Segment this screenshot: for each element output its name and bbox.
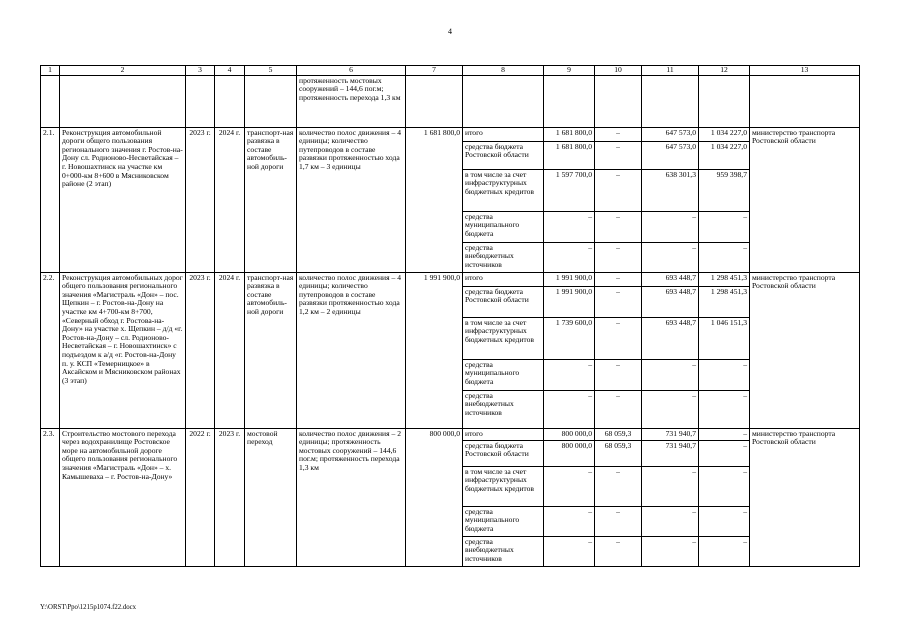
amount-cell: 1 034 227,0 [699, 141, 750, 169]
executor-cell: министерство транспорта Ростовской области [750, 127, 860, 272]
amount-cell: – [699, 211, 750, 242]
amount-cell: – [595, 242, 642, 272]
end-year-cell: 2023 г. [215, 428, 245, 566]
funding-source-cell: итого [463, 272, 544, 286]
column-number: 4 [215, 66, 245, 76]
column-number: 3 [186, 66, 215, 76]
amount-cell: – [544, 466, 595, 506]
funding-source-cell: в том числе за счет инфраструктурных бюджетных кредитов [463, 317, 544, 359]
executor-cell: министерство транспорта Ростовской области [750, 428, 860, 566]
amount-cell: – [699, 536, 750, 566]
amount-cell: – [642, 466, 699, 506]
capacity-cell: количество полос движения – 2 единицы; протяженность мостовых сооружений – 144,6 пог.м; протяженность перехода 1,3 км [297, 428, 406, 566]
funding-source-cell: итого [463, 428, 544, 440]
amount-cell: – [699, 506, 750, 536]
amount-cell: – [544, 390, 595, 428]
amount-cell: – [544, 536, 595, 566]
amount-cell: 1 298 451,3 [699, 286, 750, 317]
column-number: 6 [297, 66, 406, 76]
table-row [41, 127, 860, 141]
amount-cell: – [544, 242, 595, 272]
amount-cell: 1 739 600,0 [544, 317, 595, 359]
amount-cell: 959 398,7 [699, 169, 750, 211]
amount-cell: 693 448,7 [642, 317, 699, 359]
table-row [41, 272, 860, 286]
column-number: 13 [750, 66, 860, 76]
funding-source-cell: в том числе за счет инфраструктурных бюджетных кредитов [463, 169, 544, 211]
capacity-cell: количество полос движения – 4 единицы; количество путепроводов в составе развязки протяженностью хода 1,7 км – 3 единицы [297, 127, 406, 272]
amount-cell: – [699, 466, 750, 506]
amount-cell: 731 940,7 [642, 440, 699, 466]
start-year-cell: 2023 г. [186, 272, 215, 428]
object-type-cell: транспорт-ная развязка в составе автомобиль-ной дороги [245, 127, 297, 272]
project-number-cell: 2.2. [41, 272, 60, 428]
project-name-cell: Строительство мостового перехода через водохранилище Ростовское море на автомобильной дороге общего пользования регионального значения «Магистраль «Дон» – х. Камышеваха – г. Ростов-на-Дону» [60, 428, 186, 566]
total-cost-cell: 800 000,0 [406, 428, 463, 566]
amount-cell: 1 681 800,0 [544, 141, 595, 169]
amount-cell: – [595, 536, 642, 566]
amount-cell: – [699, 359, 750, 390]
amount-cell: 647 573,0 [642, 127, 699, 141]
amount-cell: 638 301,3 [642, 169, 699, 211]
object-type-cell: мостовой переход [245, 428, 297, 566]
column-number: 11 [642, 66, 699, 76]
amount-cell: – [595, 286, 642, 317]
program-table [40, 65, 860, 567]
funding-source-cell: средства бюджета Ростовской области [463, 141, 544, 169]
amount-cell: 731 940,7 [642, 428, 699, 440]
object-type-cell: транспорт-ная развязка в составе автомобиль-ной дороги [245, 272, 297, 428]
amount-cell: – [642, 536, 699, 566]
amount-cell: 1 298 451,3 [699, 272, 750, 286]
amount-cell: 647 573,0 [642, 141, 699, 169]
amount-cell: 1 991 900,0 [544, 272, 595, 286]
column-number: 9 [544, 66, 595, 76]
amount-cell: 800 000,0 [544, 440, 595, 466]
amount-cell: 1 991 900,0 [544, 286, 595, 317]
column-number-row [41, 66, 860, 76]
amount-cell: 693 448,7 [642, 272, 699, 286]
amount-cell: 1 034 227,0 [699, 127, 750, 141]
amount-cell: – [595, 169, 642, 211]
total-cost-cell: 1 991 900,0 [406, 272, 463, 428]
amount-cell: – [595, 272, 642, 286]
funding-source-cell: в том числе за счет инфраструктурных бюджетных кредитов [463, 466, 544, 506]
amount-cell: – [642, 359, 699, 390]
project-name-cell: Реконструкция автомобильных дорог общего пользования регионального значения «Магистраль «Дон» – пос. Щепкин – г. Ростов-на-Дону на участке км 4+700-км 8+700, «Северный обход г. Ростова-на-Дону» на участке х. Щепкин – д/д «г. Ростов-на-Дону – сл. Родионово-Несветайская – г. Новошахтинск» с подъездом к а/д «г. Ростов-на-Дону п. у. КСП «Темерницкое» в Аксайском и Мясниковском районах (3 этап) [60, 272, 186, 428]
amount-cell: – [642, 390, 699, 428]
amount-cell: – [544, 359, 595, 390]
amount-cell: 1 046 151,3 [699, 317, 750, 359]
table-row [41, 428, 860, 440]
amount-cell: – [595, 506, 642, 536]
amount-cell: – [544, 506, 595, 536]
amount-cell: – [595, 390, 642, 428]
funding-source-cell: средства бюджета Ростовской области [463, 440, 544, 466]
amount-cell: – [642, 211, 699, 242]
amount-cell: 68 059,3 [595, 440, 642, 466]
amount-cell: – [642, 242, 699, 272]
column-number: 1 [41, 66, 60, 76]
amount-cell: – [699, 242, 750, 272]
capacity-cell: количество полос движения – 4 единицы; количество путепроводов в составе развязки протяженностью хода 1,2 км – 2 единицы [297, 272, 406, 428]
amount-cell: – [595, 141, 642, 169]
column-number: 12 [699, 66, 750, 76]
page-number: 4 [448, 27, 452, 36]
funding-source-cell: средства бюджета Ростовской области [463, 286, 544, 317]
start-year-cell: 2023 г. [186, 127, 215, 272]
amount-cell: – [699, 390, 750, 428]
funding-source-cell: средства муниципального бюджета [463, 359, 544, 390]
project-name-cell: Реконструкция автомобильной дороги общего пользования регионального значения г. Ростов-на-Дону сл. Родионово-Несветайская – г. Новошахтинск на участке км 0+000-км 8+600 в Мясниковском районе (2 этап) [60, 127, 186, 272]
amount-cell: – [642, 506, 699, 536]
amount-cell: – [699, 428, 750, 440]
project-number-cell: 2.1. [41, 127, 60, 272]
funding-source-cell: средства внебюджетных источников [463, 536, 544, 566]
funding-source-cell: средства муниципального бюджета [463, 506, 544, 536]
column-number: 7 [406, 66, 463, 76]
amount-cell: – [595, 127, 642, 141]
column-number: 2 [60, 66, 186, 76]
amount-cell: 693 448,7 [642, 286, 699, 317]
continuation-capacity-cell: протяженность мостовых сооружений – 144,6 пог.м; протяженность перехода 1,3 км [297, 75, 406, 127]
amount-cell: 800 000,0 [544, 428, 595, 440]
amount-cell: – [699, 440, 750, 466]
amount-cell: – [595, 466, 642, 506]
start-year-cell: 2022 г. [186, 428, 215, 566]
column-number: 8 [463, 66, 544, 76]
total-cost-cell: 1 681 800,0 [406, 127, 463, 272]
continuation-row [41, 75, 860, 127]
column-number: 5 [245, 66, 297, 76]
executor-cell: министерство транспорта Ростовской области [750, 272, 860, 428]
column-number: 10 [595, 66, 642, 76]
funding-source-cell: средства внебюджетных источников [463, 242, 544, 272]
amount-cell: 1 597 700,0 [544, 169, 595, 211]
amount-cell: 1 681 800,0 [544, 127, 595, 141]
amount-cell: – [595, 317, 642, 359]
funding-source-cell: итого [463, 127, 544, 141]
amount-cell: 68 059,3 [595, 428, 642, 440]
amount-cell: – [595, 211, 642, 242]
funding-source-cell: средства внебюджетных источников [463, 390, 544, 428]
file-path-footer: Y:\ORST\Ppo\1215p1074.f22.docx [40, 604, 137, 611]
funding-source-cell: средства муниципального бюджета [463, 211, 544, 242]
end-year-cell: 2024 г. [215, 272, 245, 428]
project-number-cell: 2.3. [41, 428, 60, 566]
end-year-cell: 2024 г. [215, 127, 245, 272]
amount-cell: – [544, 211, 595, 242]
amount-cell: – [595, 359, 642, 390]
